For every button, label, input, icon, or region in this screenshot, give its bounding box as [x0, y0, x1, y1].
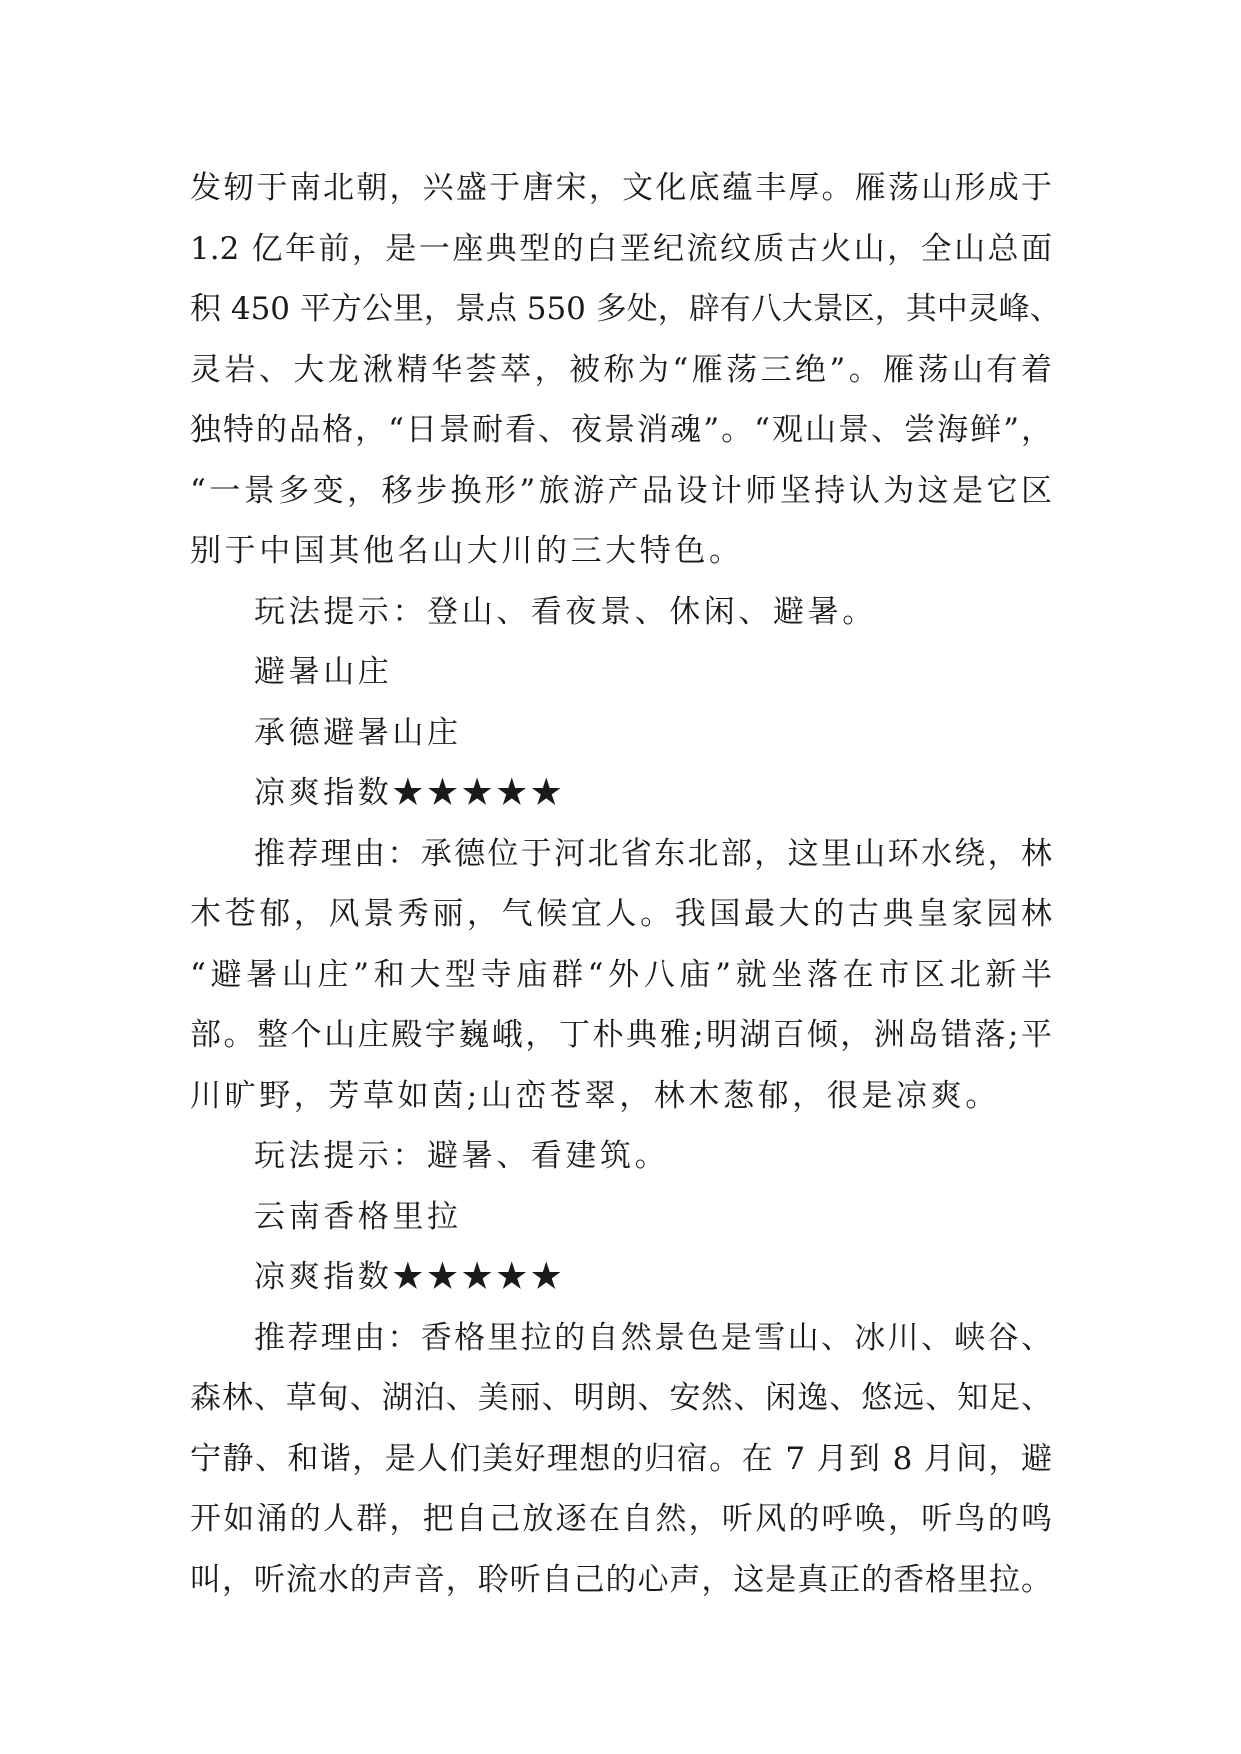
text-line: 1.2 亿年前，是一座典型的白垩纪流纹质古火山，全山总面	[190, 230, 1052, 267]
text-line: 推荐理由：香格里拉的自然景色是雪山、冰川、峡谷、	[254, 1319, 1052, 1356]
place-name: 云南香格里拉	[254, 1198, 462, 1235]
tip-line: 玩法提示：登山、看夜景、休闲、避暑。	[254, 593, 877, 630]
document-page	[190, 158, 1061, 1610]
text-line: 发轫于南北朝，兴盛于唐宋，文化底蕴丰厚。雁荡山形成于	[190, 170, 1052, 206]
place-name: 承德避暑山庄	[254, 714, 462, 751]
coolness-rating: 凉爽指数★★★★★	[254, 775, 566, 811]
text-line: 灵岩、大龙湫精华荟萃，被称为“雁荡三绝”。雁荡山有着	[190, 351, 1052, 388]
text-line: 独特的品格，“日景耐看、夜景消魂”。“观山景、尝海鲜”，	[190, 412, 1052, 448]
tip-line: 玩法提示：避暑、看建筑。	[254, 1138, 670, 1174]
text-line: 积 450 平方公里，景点 550 多处，辟有八大景区，其中灵峰、	[190, 291, 1061, 327]
coolness-rating: 凉爽指数★★★★★	[254, 1259, 566, 1295]
text-line: 宁静、和谐，是人们美好理想的归宿。在 7 月到 8 月间，避	[190, 1440, 1052, 1477]
text-line: “避暑山庄”和大型寺庙群“外八庙”就坐落在市区北新半	[190, 956, 1052, 993]
text-line: “一景多变，移步换形”旅游产品设计师坚持认为这是它区	[190, 472, 1052, 509]
text-line: 开如涌的人群，把自己放逐在自然，听风的呼唤，听鸟的鸣	[190, 1501, 1052, 1537]
text-line: 别于中国其他名山大川的三大特色。	[190, 533, 744, 569]
text-line: 推荐理由：承德位于河北省东北部，这里山环水绕，林	[254, 835, 1052, 872]
text-line: 木苍郁，风景秀丽，气候宜人。我国最大的古典皇家园林	[190, 896, 1052, 932]
text-line: 森林、草甸、湖泊、美丽、明朗、安然、闲逸、悠远、知足、	[190, 1380, 1052, 1416]
text-line: 部。整个山庄殿宇巍峨，丁朴典雅;明湖百倾，洲岛错落;平	[190, 1017, 1052, 1053]
text-line: 川旷野，芳草如茵;山峦苍翠，林木葱郁，很是凉爽。	[190, 1077, 1000, 1114]
text-line: 叫，听流水的声音，聆听自己的心声，这是真正的香格里拉。	[190, 1561, 1052, 1598]
section-heading: 避暑山庄	[254, 654, 393, 690]
